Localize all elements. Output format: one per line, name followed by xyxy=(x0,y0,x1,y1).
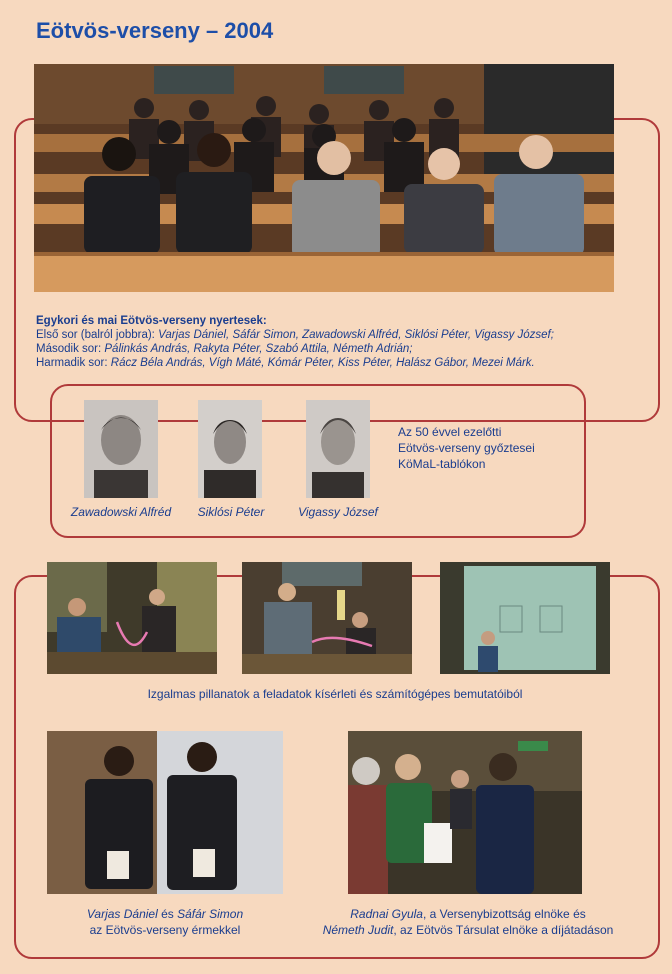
demo-photo-2 xyxy=(242,562,412,674)
row-names: Pálinkás András, Rakyta Péter, Szabó Attila, Németh Adrián; xyxy=(104,343,413,355)
medal-caption-line-1 xyxy=(40,906,290,922)
medal-caption xyxy=(40,906,290,938)
portrait-siklosi xyxy=(198,400,262,498)
award-text-1: , a Versenybizottság elnöke és xyxy=(422,907,586,921)
award-caption xyxy=(298,906,638,938)
portrait-name: Siklósi Péter xyxy=(197,505,265,519)
page-title: Eötvös-verseny – 2004 xyxy=(36,18,274,43)
medal-name-2: Sáfár Simon xyxy=(177,907,244,921)
demo-caption: Izgalmas pillanatok a feladatok kísérleti és számítógépes bemutatóiból xyxy=(147,687,523,701)
row-names: Varjas Dániel, Sáfár Simon, Zawadowski Alfréd, Siklósi Péter, Vigassy József; xyxy=(158,329,554,341)
medal-photo xyxy=(47,731,283,894)
demo-photo-3 xyxy=(440,562,610,674)
group-caption-row-2 xyxy=(36,342,656,356)
demo-photo-1 xyxy=(47,562,217,674)
portrait-zawadowski xyxy=(84,400,158,498)
group-caption-row-3 xyxy=(36,356,656,370)
note-line: Az 50 évvel ezelőtti xyxy=(398,425,502,439)
group-photo xyxy=(34,64,614,292)
award-photo xyxy=(348,731,582,894)
row-label: Harmadik sor: xyxy=(36,357,108,369)
row-label: Második sor: xyxy=(36,343,102,355)
portrait-name: Vigassy József xyxy=(298,505,378,519)
award-caption-line-2 xyxy=(298,922,638,938)
group-caption-heading: Egykori és mai Eötvös-verseny nyertesek: xyxy=(36,315,267,327)
group-caption xyxy=(36,314,656,370)
award-text-2: , az Eötvös Társulat elnöke a díjátadáson xyxy=(393,923,614,937)
row-names: Rácz Béla András, Vígh Máté, Kómár Péter, Kiss Péter, Halász Gábor, Mezei Márk. xyxy=(110,357,535,369)
portrait-vigassy xyxy=(306,400,370,498)
award-name-2: Németh Judit xyxy=(322,923,394,937)
conjunction: és xyxy=(157,907,178,921)
portrait-name: Zawadowski Alfréd xyxy=(70,505,172,519)
medal-caption-line-2: az Eötvös-verseny érmekkel xyxy=(89,923,241,937)
award-name-1: Radnai Gyula xyxy=(350,907,423,921)
group-caption-row-1 xyxy=(36,328,656,342)
row-label: Első sor (balról jobbra): xyxy=(36,329,155,341)
note-line: KöMaL-tablókon xyxy=(398,457,486,471)
medal-name-1: Varjas Dániel xyxy=(86,907,158,921)
portrait-note xyxy=(398,424,578,472)
note-line: Eötvös-verseny győztesei xyxy=(398,441,535,455)
award-caption-line-1 xyxy=(298,906,638,922)
